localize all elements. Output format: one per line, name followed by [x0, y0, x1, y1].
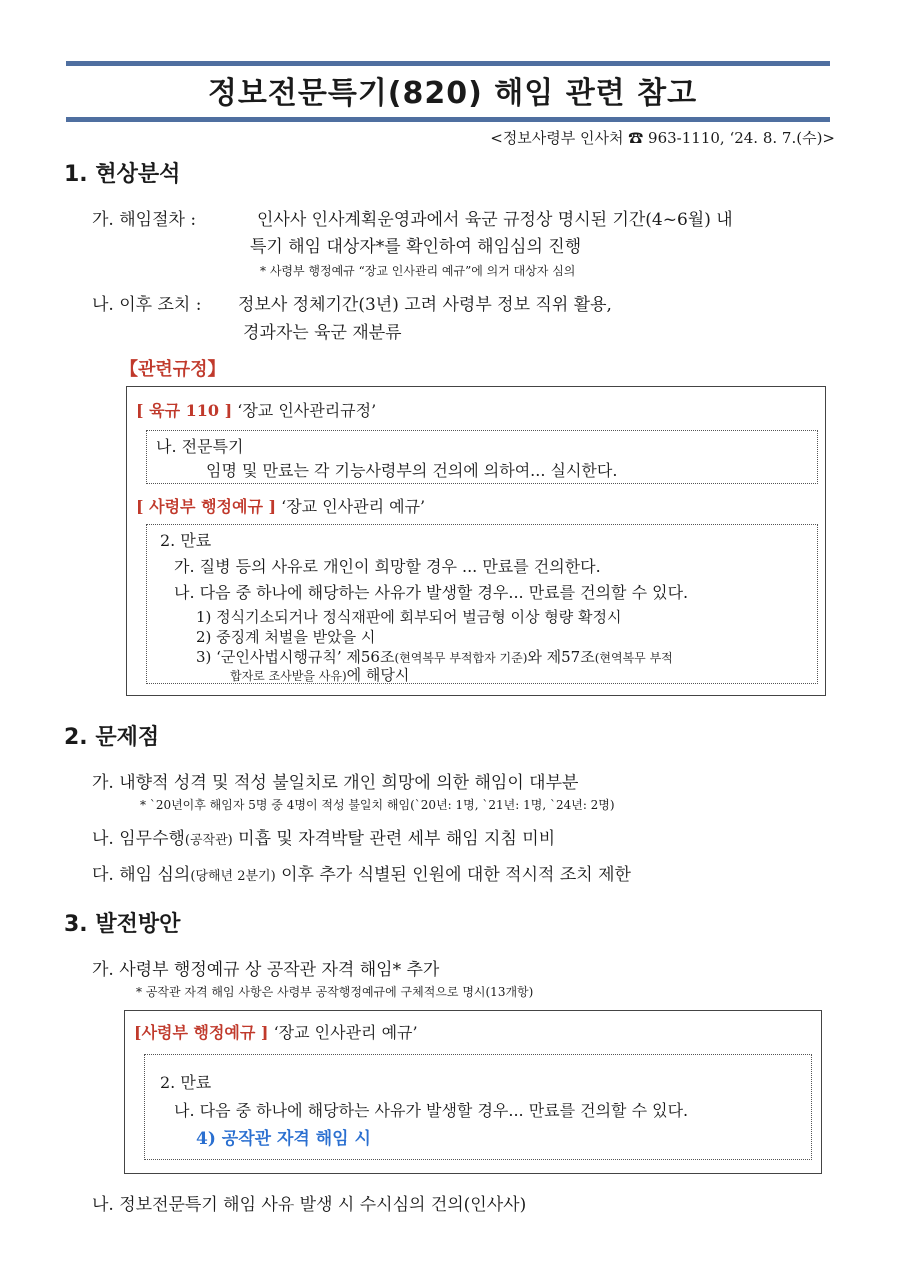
s3-ga: 가. 사령부 행정예규 상 공작관 자격 해임* 추가 [92, 960, 440, 980]
s1-ga-line1: 인사사 인사계획운영과에서 육군 규정상 명시된 기간(4~6월) 내 [257, 210, 733, 230]
s3-reg-tag: [사령부 행정예규 ] [134, 1023, 269, 1042]
s2-da-a: 다. 해임 심의 [92, 865, 191, 885]
reg2-sub3-f: 에 해당시 [346, 666, 410, 684]
title-bottom-rule [66, 117, 830, 122]
reg2-sub3-e: 합자로 조사받을 사유) [230, 669, 347, 683]
reg2-tag: [ 사령부 행정예규 ] [136, 497, 277, 516]
section3-heading: 3. 발전방안 [64, 912, 181, 937]
s1-ga-note: * 사령부 행정예규 “장교 인사관리 예규”에 의거 대상자 심의 [260, 264, 576, 278]
reg2-sub3-line2 [230, 664, 409, 685]
section1-heading: 1. 현상분석 [64, 162, 181, 187]
reg2-name: ‘장교 인사관리 예규’ [281, 497, 426, 516]
s3-reg-na: 나. 다음 중 하나에 해당하는 사유가 발생할 경우... 만료를 건의할 수 있다. [174, 1101, 689, 1120]
s2-da-c: 이후 추가 식별된 인원에 대한 적시적 조치 제한 [275, 865, 631, 885]
s3-reg-new-item: 4) 공작관 자격 해임 시 [196, 1129, 371, 1149]
reg2-sub3-d: (현역복무 부적 [594, 651, 673, 665]
reg2-header [136, 494, 425, 517]
s3-reg-header [134, 1020, 418, 1043]
related-regulations-title: 【관련규정】 [120, 359, 226, 380]
s2-da [92, 860, 631, 885]
s3-reg-item-title: 2. 만료 [160, 1073, 212, 1092]
s3-ga-note: * 공작관 자격 해임 사항은 사령부 공작행정예규에 구체적으로 명시(13개항) [136, 985, 534, 999]
reg2-sub3-a: 3) ‘군인사법시행규칙’ 제56조 [196, 648, 395, 666]
reg1-item-text: 임명 및 만료는 각 기능사령부의 건의에 의하여... 실시한다. [206, 461, 618, 480]
s1-na-label: 나. 이후 조치 : [92, 295, 202, 315]
s1-ga-label: 가. 해임절차 : [92, 210, 197, 230]
s2-na-a: 나. 임무수행 [92, 829, 185, 849]
reg2-sub3-c: 와 제57조 [527, 648, 595, 666]
reg2-sub2: 2) 중징계 처벌을 받았을 시 [196, 628, 376, 646]
reg1-item-title: 나. 전문특기 [156, 437, 244, 456]
document-subtitle: <정보사령부 인사처 ☎ 963-1110, ‘24. 8. 7.(수)> [490, 129, 835, 147]
reg1-tag: [ 육규 110 ] [136, 401, 233, 420]
reg1-name: ‘장교 인사관리규정’ [237, 401, 377, 420]
reg2-sub1: 1) 정식기소되거나 정식재판에 회부되어 벌금형 이상 형량 확정시 [196, 608, 622, 626]
page-title: 정보전문특기(820) 해임 관련 참고 [207, 76, 698, 111]
s2-na [92, 824, 555, 849]
reg2-sub3-b: (현역복무 부적합자 기준) [394, 651, 528, 665]
reg1-header [136, 398, 376, 421]
reg2-item-title: 2. 만료 [160, 531, 212, 550]
reg2-ga: 가. 질병 등의 사유로 개인이 희망할 경우 ... 만료를 건의한다. [174, 557, 601, 576]
section2-heading: 2. 문제점 [64, 725, 160, 750]
s2-na-c: 미흡 및 자격박탈 관련 세부 해임 지침 미비 [232, 829, 556, 849]
reg2-na: 나. 다음 중 하나에 해당하는 사유가 발생할 경우... 만료를 건의할 수 있다. [174, 583, 689, 602]
s1-ga-line2: 특기 해임 대상자*를 확인하여 해임심의 진행 [250, 237, 582, 257]
title-top-rule [66, 61, 830, 66]
s1-na-line1: 정보사 정체기간(3년) 고려 사령부 정보 직위 활용, [238, 295, 612, 315]
s2-ga: 가. 내향적 성격 및 적성 불일치로 개인 희망에 의한 해임이 대부분 [92, 773, 579, 793]
s3-na: 나. 정보전문특기 해임 사유 발생 시 수시심의 건의(인사사) [92, 1195, 527, 1215]
s1-na-line2: 경과자는 육군 재분류 [243, 323, 402, 343]
s3-reg-name: ‘장교 인사관리 예규’ [273, 1023, 418, 1042]
s2-na-b: (공작관) [184, 833, 233, 848]
s2-ga-note: * `20년이후 해임자 5명 중 4명이 적성 불일치 해임(`20년: 1명, `21년: 1명, `24년: 2명) [140, 798, 615, 812]
s2-da-b: (당해년 2분기) [190, 869, 276, 884]
